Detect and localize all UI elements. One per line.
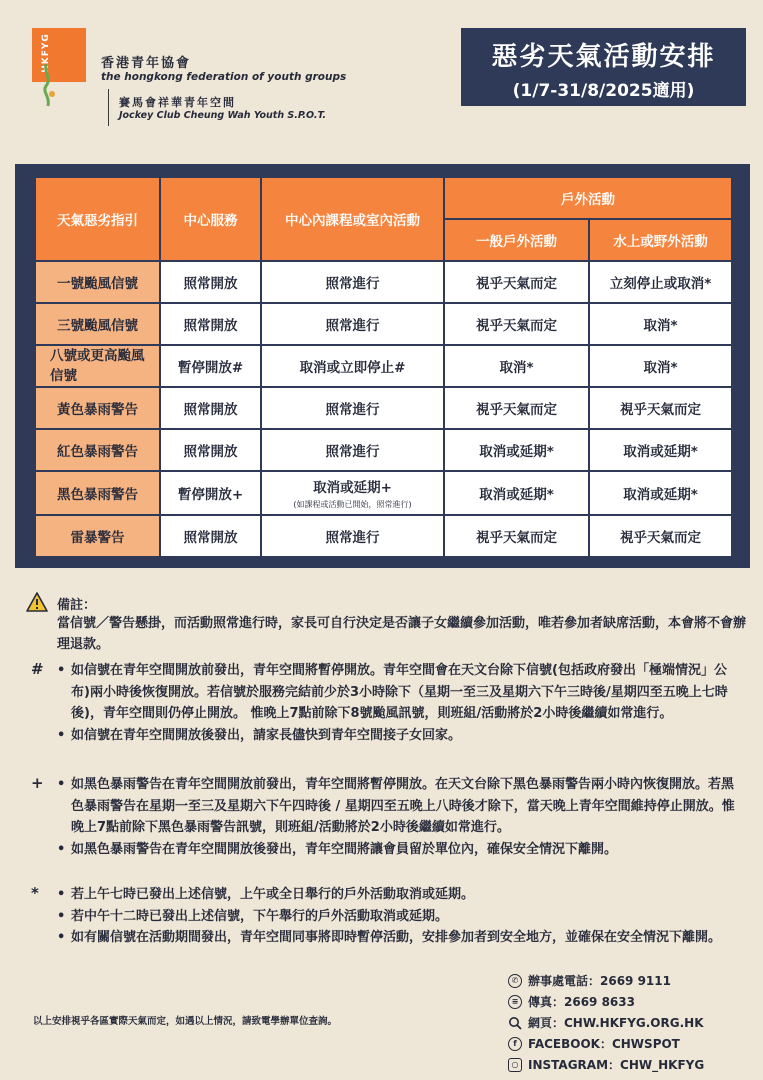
contact-label: 辦事處電話：2669 9111 xyxy=(528,974,671,988)
list-item: • 若中午十二時已發出上述信號，下午舉行的戶外活動取消或延期。 xyxy=(57,906,737,928)
general-cell: 視乎天氣而定 xyxy=(444,387,589,429)
header-indoor-activities: 中心內課程或室內活動 xyxy=(261,177,444,261)
table-row xyxy=(35,345,732,387)
indoor-cell: 照常進行 xyxy=(261,429,444,471)
indoor-cell-note: (如課程或活動已開始，照常進行) xyxy=(293,500,412,509)
centre-cell: 暫停開放# xyxy=(160,345,261,387)
list-item: • 如信號在青年空間開放後發出，請家長儘快到青年空間接子女回家。 xyxy=(57,725,737,747)
water-cell: 立刻停止或取消* xyxy=(589,261,732,303)
table-row xyxy=(35,303,732,345)
web-icon xyxy=(508,1016,522,1030)
indoor-cell: 照常進行 xyxy=(261,515,444,557)
arrangement-table-frame xyxy=(15,164,750,568)
spot-name-en: Jockey Club Cheung Wah Youth S.P.O.T. xyxy=(119,110,326,121)
footer-disclaimer: 以上安排視乎各區實際天氣而定，如遇以上情況，請致電學辦單位查詢。 xyxy=(33,1016,338,1027)
header-outdoor-activities: 戶外活動 xyxy=(444,177,732,219)
general-cell: 取消* xyxy=(444,345,589,387)
list-item: • 如黑色暴雨警告在青年空間開放前發出，青年空間將暫停開放。在天文台除下黑色暴雨警告兩小時內恢復開放。若黑色暴雨警告在星期一至三及星期六下午四時後 / 星期四至五晚上八時後才除下，當天晚上青年空間維持停止開放。惟晚上7點前除下黑色暴雨警告訊號，則班組/活動將於2小時後繼續如常進行。 xyxy=(57,774,737,839)
spot-name-cn: 賽馬會祥華青年空間 xyxy=(119,96,236,109)
signal-cell: 紅色暴雨警告 xyxy=(35,429,160,471)
instagram-icon: ○ xyxy=(508,1058,522,1072)
indoor-cell: 照常進行 xyxy=(261,303,444,345)
star-marker: * xyxy=(31,884,39,902)
contact-phone xyxy=(508,970,758,991)
page-subtitle: (1/7-31/8/2025適用) xyxy=(512,81,695,101)
water-cell: 取消或延期* xyxy=(589,471,732,515)
indoor-cell: 照常進行 xyxy=(261,387,444,429)
list-item: • 如有關信號在活動期間發出，青年空間同事將即時暫停活動，安排參加者到安全地方，並確保在安全情況下離開。 xyxy=(57,927,737,949)
facebook-icon: f xyxy=(508,1037,522,1051)
table-row xyxy=(35,471,732,515)
org-divider xyxy=(108,89,109,126)
water-cell: 取消或延期* xyxy=(589,429,732,471)
org-name-en: the hongkong federation of youth groups xyxy=(101,71,347,83)
centre-cell: 照常開放 xyxy=(160,515,261,557)
centre-cell: 照常開放 xyxy=(160,429,261,471)
centre-cell: 照常開放 xyxy=(160,387,261,429)
signal-cell: 三號颱風信號 xyxy=(35,303,160,345)
table-row xyxy=(35,429,732,471)
contact-label: 傳真：2669 8633 xyxy=(528,995,635,1009)
signal-cell: 黑色暴雨警告 xyxy=(35,471,160,515)
contact-label[interactable]: INSTAGRAM：CHW_HKFYG xyxy=(528,1058,705,1072)
signal-cell: 八號或更高颱風信號 xyxy=(35,345,160,387)
header-signal: 天氣惡劣指引 xyxy=(35,177,160,261)
page-title: 惡劣天氣活動安排 xyxy=(491,42,716,72)
signal-cell: 黃色暴雨警告 xyxy=(35,387,160,429)
list-item: • 如黑色暴雨警告在青年空間開放後發出，青年空間將讓會員留於單位內，確保安全情況下離開。 xyxy=(57,839,737,861)
signal-cell: 雷暴警告 xyxy=(35,515,160,557)
arrangement-table xyxy=(34,176,733,558)
hash-notes xyxy=(57,660,737,746)
table-row xyxy=(35,515,732,557)
contact-facebook[interactable] xyxy=(508,1033,758,1054)
general-cell: 視乎天氣而定 xyxy=(444,515,589,557)
fax-icon: ≡ xyxy=(508,995,522,1009)
water-cell: 視乎天氣而定 xyxy=(589,515,732,557)
indoor-cell-text: 取消或延期+ xyxy=(313,480,392,496)
header-centre-service: 中心服務 xyxy=(160,177,261,261)
general-cell: 視乎天氣而定 xyxy=(444,303,589,345)
contact-list xyxy=(508,970,758,1075)
water-cell: 取消* xyxy=(589,303,732,345)
notes-intro: 當信號／警告懸掛，而活動照常進行時，家長可自行決定是否讓子女繼續參加活動，唯若參加者缺席活動，本會將不會辦理退款。 xyxy=(57,616,747,652)
header-water-outdoor: 水上或野外活動 xyxy=(589,219,732,261)
header-general-outdoor: 一般戶外活動 xyxy=(444,219,589,261)
contact-label[interactable]: 網頁：CHW.HKFYG.ORG.HK xyxy=(528,1016,704,1030)
contact-instagram[interactable] xyxy=(508,1054,758,1075)
phone-icon: ✆ xyxy=(508,974,522,988)
contact-fax xyxy=(508,991,758,1012)
title-banner xyxy=(461,28,746,106)
contact-web[interactable] xyxy=(508,1012,758,1033)
plus-notes xyxy=(57,774,737,860)
star-notes xyxy=(57,884,737,949)
indoor-cell: 照常進行 xyxy=(261,261,444,303)
indoor-cell: 取消或立即停止# xyxy=(261,345,444,387)
water-cell: 視乎天氣而定 xyxy=(589,387,732,429)
general-cell: 取消或延期* xyxy=(444,471,589,515)
logo-text: HKFYG xyxy=(40,33,51,73)
general-cell: 取消或延期* xyxy=(444,429,589,471)
table-row xyxy=(35,387,732,429)
logo-figure-icon xyxy=(40,64,60,108)
signal-cell: 一號颱風信號 xyxy=(35,261,160,303)
contact-label[interactable]: FACEBOOK：CHWSPOT xyxy=(528,1037,680,1051)
list-item: • 若上午七時已發出上述信號，上午或全日舉行的戶外活動取消或延期。 xyxy=(57,884,737,906)
notes-heading: 備註： xyxy=(57,598,97,613)
centre-cell: 照常開放 xyxy=(160,303,261,345)
plus-marker: + xyxy=(31,774,44,792)
general-cell: 視乎天氣而定 xyxy=(444,261,589,303)
water-cell: 取消* xyxy=(589,345,732,387)
centre-cell: 暫停開放+ xyxy=(160,471,261,515)
table-row xyxy=(35,261,732,303)
centre-cell: 照常開放 xyxy=(160,261,261,303)
indoor-cell xyxy=(261,471,444,515)
hash-marker: # xyxy=(31,660,44,678)
org-name-cn: 香港青年協會 xyxy=(101,56,192,71)
warning-icon xyxy=(26,592,48,612)
list-item: • 如信號在青年空間開放前發出，青年空間將暫停開放。青年空間會在天文台除下信號(包括政府發出「極端情況」公布)兩小時後恢復開放。若信號於服務完結前少於3小時除下（星期一至三及星期六下午三時後/星期四至五晚上七時後)，青年空間則仍停止開放。 惟晚上7點前除下8號颱風訊號，則班組/活動將於2小時後繼續如常進行。 xyxy=(57,660,737,725)
